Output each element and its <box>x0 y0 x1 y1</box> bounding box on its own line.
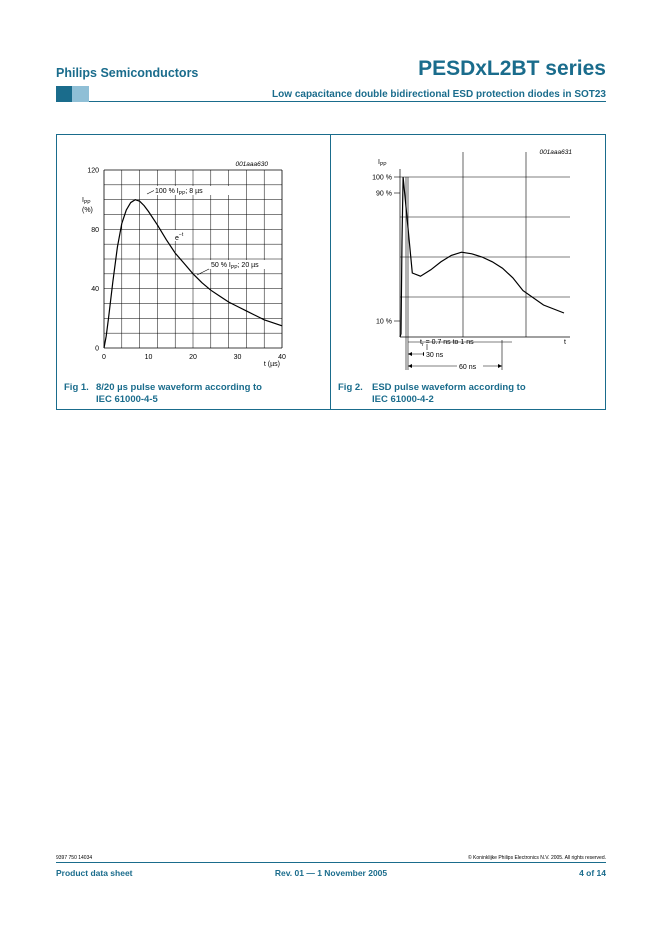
footer-rule <box>56 862 606 863</box>
figure1-y-tick-label: 120 <box>87 167 99 175</box>
figure2-ylabel: $I_{PP}$ <box>378 159 387 168</box>
figure1-x-tick-label: 20 <box>189 354 197 361</box>
figure2-y-tick-label: 10 % <box>376 318 392 326</box>
figure1-annotation-peak: 100 % $I_{PP}$; 8 µs <box>155 188 203 197</box>
figure2-y-tick-label: 90 % <box>376 190 392 198</box>
figure2-annotation-tr: $t_r = 0.7$ ns to 1 ns <box>420 339 474 348</box>
figure2-y-tick-label: 100 % <box>372 174 392 182</box>
figure1-y-tick-label: 0 <box>95 345 99 353</box>
product-title: PESDxL2BT series <box>418 57 606 80</box>
figure2-y-ticks <box>372 175 400 326</box>
figure1-y-ticks <box>87 168 99 353</box>
figure2-caption-number: Fig 2. <box>338 382 363 393</box>
figure1-x-tick-label: 30 <box>233 354 242 361</box>
figure1-x-tick-label: 0 <box>102 354 106 361</box>
figure2-grid <box>400 152 570 337</box>
revision: Rev. 01 — 1 November 2005 <box>274 868 388 878</box>
figure1-grid <box>104 170 282 348</box>
figure1-x-tick-label: 40 <box>278 354 286 361</box>
figure1-xlabel: t (µs) <box>263 361 280 368</box>
figure2-xlabel: t <box>564 339 566 346</box>
document-subtitle: Low capacitance double bidirectional ESD protection diodes in SOT23 <box>272 89 606 100</box>
company-name: Philips Semiconductors <box>56 66 199 80</box>
figure1-caption-number: Fig 1. <box>64 382 89 393</box>
figure1-chart <box>56 134 330 374</box>
figure1-x-ticks <box>102 354 286 361</box>
figure1-ylabel-unit: (%) <box>82 207 93 214</box>
figure1-y-tick-label: 80 <box>91 226 99 234</box>
copyright: © Koninklijke Philips Electronics N.V. 2005. All rights reserved. <box>467 855 606 861</box>
figure2-annotation-30ns: 30 ns <box>426 352 444 359</box>
brand-square-dark <box>56 86 72 102</box>
figure2-caption <box>338 382 600 408</box>
figure1-caption-text: 8/20 µs pulse waveform according to IEC 61000-4-5 <box>96 382 262 405</box>
figure1-ylabel: $I_{PP}$ <box>82 197 91 206</box>
header-rule <box>89 101 606 102</box>
figure2-chart <box>330 134 606 374</box>
figure2-code: 001aaa631 <box>539 149 572 156</box>
figure1-x-tick-label: 10 <box>144 354 153 361</box>
page-number: 4 of 14 <box>579 868 606 878</box>
figure1-caption <box>64 382 324 408</box>
figure2-caption-text: ESD pulse waveform according to IEC 61000-4-2 <box>372 382 526 405</box>
figure1-code: 001aaa630 <box>235 161 268 168</box>
doc-number: 9397 750 14034 <box>56 855 93 861</box>
figure1-annotation-half: 50 % $I_{PP}$; 20 µs <box>211 262 259 271</box>
doc-type: Product data sheet <box>56 868 133 878</box>
figure1-annotation-exp: $e^{-t}$ <box>175 232 184 242</box>
figure1-y-tick-label: 40 <box>91 286 99 294</box>
figure2-annotation-60ns: 60 ns <box>459 364 477 371</box>
brand-square-light <box>72 86 89 102</box>
